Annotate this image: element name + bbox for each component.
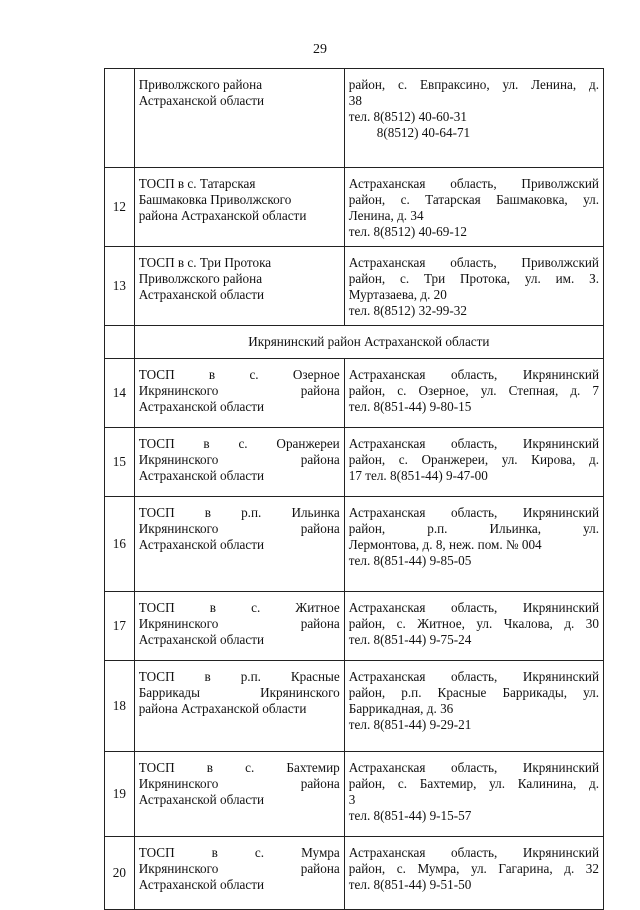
office-name-line: ТОСП в с. Бахтемир	[138, 760, 340, 775]
office-name	[134, 69, 344, 168]
office-name-line: района Астраханской области	[138, 208, 307, 223]
page-number: 29	[313, 42, 327, 57]
address-line: тел. 8(8512) 40-60-31	[348, 109, 467, 124]
row-number: 12	[105, 168, 135, 247]
address-line: Астраханская область, Икрянинский	[348, 367, 599, 382]
office-name-line: Икрянинского района	[138, 776, 340, 791]
address-line: 8(8512) 40-64-71	[376, 125, 471, 140]
table-row	[105, 752, 604, 837]
office-name-line: ТОСП в с. Житное	[138, 600, 340, 615]
office-name	[134, 247, 344, 326]
table-row	[105, 168, 604, 247]
address-line: Баррикадная, д. 36	[348, 701, 454, 716]
address-line: Ленина, д. 34	[348, 208, 424, 223]
office-address	[344, 247, 603, 326]
office-name-line: Башмаковка Приволжского	[138, 192, 292, 207]
office-address	[344, 168, 603, 247]
address-line: район, с. Житное, ул. Чкалова, д. 30	[348, 616, 599, 631]
office-name-line: Приволжского района	[138, 271, 263, 286]
address-line: район, р.п. Красные Баррикады, ул.	[348, 685, 599, 700]
address-line: Астраханская область, Приволжский	[348, 255, 599, 270]
row-number: 16	[105, 497, 135, 592]
office-name-line: Астраханской области	[138, 537, 265, 552]
office-name-line: Астраханской области	[138, 877, 265, 892]
address-line: Муртазаева, д. 20	[348, 287, 447, 302]
table-row	[105, 661, 604, 752]
row-number	[105, 326, 135, 359]
office-address	[344, 359, 603, 428]
office-address	[344, 497, 603, 592]
table-row	[105, 247, 604, 326]
address-line: тел. 8(8512) 40-69-12	[348, 224, 467, 239]
address-line: тел. 8(851-44) 9-85-05	[348, 553, 472, 568]
office-name-line: Астраханской области	[138, 93, 265, 108]
office-name	[134, 592, 344, 661]
office-address	[344, 752, 603, 837]
office-name	[134, 752, 344, 837]
office-name	[134, 168, 344, 247]
address-line: тел. 8(851-44) 9-75-24	[348, 632, 472, 647]
office-name-line: Астраханской области	[138, 287, 265, 302]
office-name-line: Икрянинского района	[138, 861, 340, 876]
address-line: Астраханская область, Икрянинский	[348, 600, 599, 615]
address-line: Астраханская область, Икрянинский	[348, 760, 599, 775]
office-name-line: Приволжского района	[138, 77, 263, 92]
section-header-row	[105, 326, 604, 359]
address-line: район, с. Бахтемир, ул. Калинина, д.	[348, 776, 599, 791]
office-address	[344, 69, 603, 168]
office-name-line: района Астраханской области	[138, 701, 307, 716]
row-number: 19	[105, 752, 135, 837]
office-name-line: Баррикады Икрянинского	[138, 685, 340, 700]
row-number: 20	[105, 837, 135, 910]
office-name-line: ТОСП в р.п. Ильинка	[138, 505, 340, 520]
table-row	[105, 428, 604, 497]
office-name-line: Икрянинского района	[138, 452, 340, 467]
office-name-line: ТОСП в с. Оранжереи	[138, 436, 340, 451]
address-line: 3	[348, 792, 356, 807]
row-number: 17	[105, 592, 135, 661]
office-name-line: ТОСП в с. Три Протока	[138, 255, 272, 270]
office-name-line: ТОСП в р.п. Красные	[138, 669, 340, 684]
table-row	[105, 359, 604, 428]
address-line: район, с. Три Протока, ул. им. З.	[348, 271, 599, 286]
office-address	[344, 592, 603, 661]
address-line: Астраханская область, Икрянинский	[348, 505, 599, 520]
address-line: район, с. Евпраксино, ул. Ленина, д.	[348, 77, 599, 92]
office-name-line: ТОСП в с. Озерное	[138, 367, 340, 382]
address-line: 17 тел. 8(851-44) 9-47-00	[348, 468, 488, 483]
row-number: 14	[105, 359, 135, 428]
address-line: район, с. Татарская Башмаковка, ул.	[348, 192, 599, 207]
office-name-line: Астраханской области	[138, 632, 265, 647]
office-name	[134, 428, 344, 497]
row-number	[105, 69, 135, 168]
office-name	[134, 359, 344, 428]
address-line: тел. 8(851-44) 9-29-21	[348, 717, 472, 732]
office-name-line: ТОСП в с. Татарская	[138, 176, 256, 191]
table-row	[105, 69, 604, 168]
address-line: район, с. Озерное, ул. Степная, д. 7	[348, 383, 599, 398]
address-line: район, р.п. Ильинка, ул.	[348, 521, 599, 536]
address-line: Астраханская область, Приволжский	[348, 176, 599, 191]
table-row	[105, 497, 604, 592]
address-line: Астраханская область, Икрянинский	[348, 845, 599, 860]
office-name	[134, 497, 344, 592]
office-name-line: Икрянинского района	[138, 616, 340, 631]
section-title: Икрянинский район Астраханской области	[134, 326, 603, 359]
office-name-line: Икрянинского района	[138, 383, 340, 398]
address-line: район, с. Мумра, ул. Гагарина, д. 32	[348, 861, 599, 876]
office-name-line: ТОСП в с. Мумра	[138, 845, 340, 860]
office-address	[344, 661, 603, 752]
office-name-line: Астраханской области	[138, 468, 265, 483]
address-line: 38	[348, 93, 362, 108]
office-name-line: Астраханской области	[138, 399, 265, 414]
address-line: Астраханская область, Икрянинский	[348, 436, 599, 451]
row-number: 13	[105, 247, 135, 326]
office-address	[344, 428, 603, 497]
office-name	[134, 661, 344, 752]
address-line: тел. 8(8512) 32-99-32	[348, 303, 467, 318]
address-line: тел. 8(851-44) 9-80-15	[348, 399, 472, 414]
table-row	[105, 592, 604, 661]
office-name-line: Астраханской области	[138, 792, 265, 807]
address-line: тел. 8(851-44) 9-15-57	[348, 808, 472, 823]
address-line: Лермонтова, д. 8, неж. пом. № 004	[348, 537, 542, 552]
row-number: 15	[105, 428, 135, 497]
row-number: 18	[105, 661, 135, 752]
address-line: Астраханская область, Икрянинский	[348, 669, 599, 684]
office-name-line: Икрянинского района	[138, 521, 340, 536]
offices-table	[104, 68, 604, 910]
office-name	[134, 837, 344, 910]
office-address	[344, 837, 603, 910]
address-line: тел. 8(851-44) 9-51-50	[348, 877, 472, 892]
address-line: район, с. Оранжереи, ул. Кирова, д.	[348, 452, 599, 467]
table-row	[105, 837, 604, 910]
